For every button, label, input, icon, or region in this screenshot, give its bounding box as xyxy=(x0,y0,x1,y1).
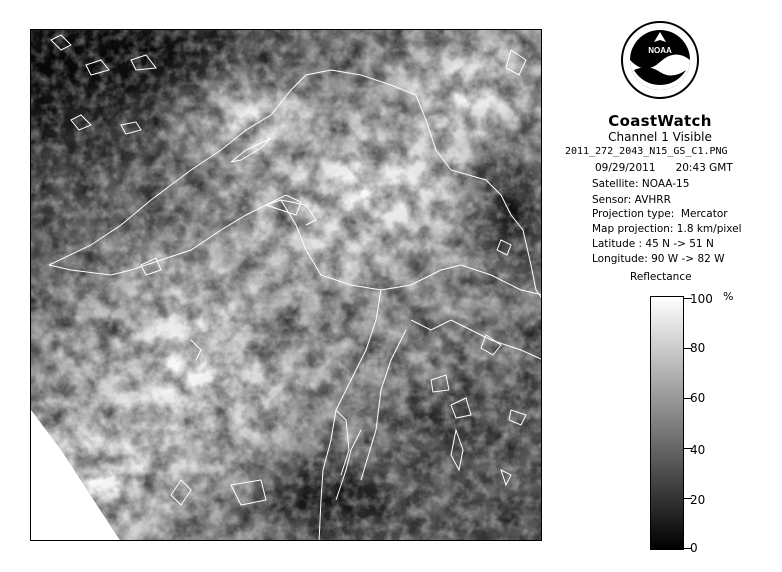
scale-tick-label: 100 xyxy=(690,292,713,306)
reflectance-colorbar xyxy=(650,296,684,550)
scale-title: Reflectance xyxy=(630,271,692,283)
noaa-logo xyxy=(620,20,700,100)
satellite-image xyxy=(30,29,542,541)
info-panel xyxy=(560,0,782,572)
scale-tick-label: 40 xyxy=(690,443,706,457)
satellite-image-canvas xyxy=(31,30,542,541)
brand-title: CoastWatch xyxy=(608,112,712,130)
time-value: 20:43 GMT xyxy=(675,162,733,174)
scale-tick-label: 0 xyxy=(690,541,698,555)
datetime-line xyxy=(595,162,733,174)
longitude-info: Longitude: 90 W -> 82 W xyxy=(592,253,725,265)
map-projection-info: Map projection: 1.8 km/pixel xyxy=(592,223,742,235)
channel-label: Channel 1 Visible xyxy=(608,130,712,144)
scale-tick-label: 20 xyxy=(690,493,706,507)
satellite-info: Satellite: NOAA-15 xyxy=(592,178,690,190)
scale-unit: % xyxy=(723,290,734,303)
scale-tick-label: 80 xyxy=(690,341,706,355)
noaa-seal-icon xyxy=(620,20,700,100)
projection-type-info: Projection type: Mercator xyxy=(592,208,728,220)
date-value: 09/29/2011 xyxy=(595,162,656,174)
filename: 2011_272_2043_N15_GS_C1.PNG xyxy=(565,146,728,157)
scale-tick-label: 60 xyxy=(690,391,706,405)
latitude-info: Latitude : 45 N -> 51 N xyxy=(592,238,714,250)
sensor-info: Sensor: AVHRR xyxy=(592,194,671,206)
logo-text: NOAA xyxy=(648,46,672,55)
